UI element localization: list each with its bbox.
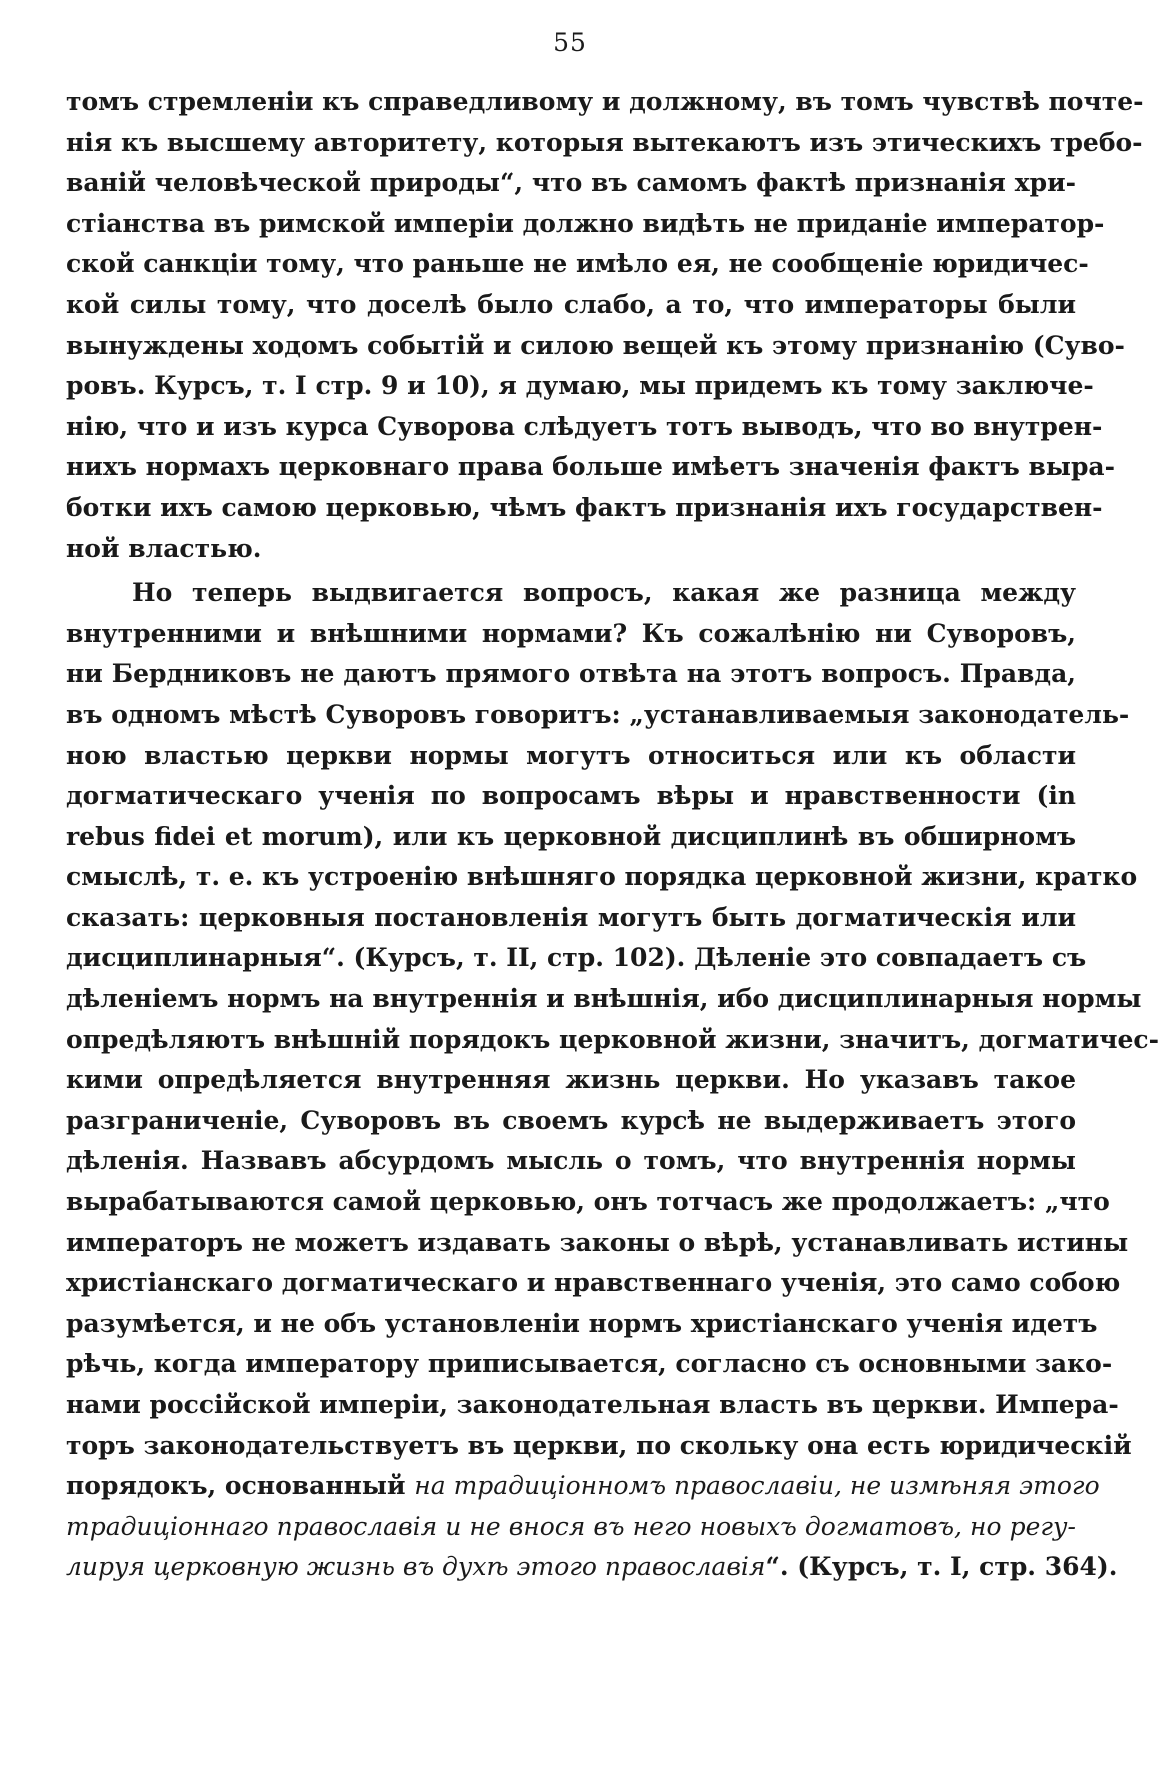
text-line: ной властью. [66, 533, 262, 563]
text-line: кими опредѣляется внутренняя жизнь церкви. Но указавъ такое [66, 1065, 1076, 1095]
text-line: въ одномъ мѣстѣ Суворовъ говоритъ: „устанавливаемыя законодатель- [66, 699, 1130, 729]
text-line: кой силы тому, что доселѣ было слабо, а то, что императоры были [66, 289, 1076, 319]
text-line: внутренними и внѣшними нормами? Къ сожалѣнію ни Суворовъ, [66, 618, 1076, 648]
text-line: смыслѣ, т. е. къ устроенію внѣшняго порядка церковной жизни, кратко [66, 862, 1138, 892]
plain-text: порядокъ, основанный [66, 1471, 415, 1501]
text-line: рѣчь, когда императору приписывается, согласно съ основными зако- [66, 1349, 1113, 1379]
text-line: ни Бердниковъ не даютъ прямого отвѣта на этотъ вопросъ. Правда, [66, 659, 1076, 689]
paragraph-2 [66, 573, 1159, 1588]
text-line: сказать: церковныя постановленія могутъ быть догматическія или [66, 902, 1076, 932]
text-line: дѣленія. Назвавъ абсурдомъ мысль о томъ, что внутреннія нормы [66, 1146, 1076, 1176]
text-line: томъ стремленіи къ справедливому и должному, въ томъ чувствѣ почте- [66, 87, 1144, 116]
text-line: нами россійской имперіи, законодательная власть въ церкви. Импера- [66, 1390, 1119, 1419]
text-line-closing [66, 1547, 1118, 1588]
text-line: ровъ. Курсъ, т. I стр. 9 и 10), я думаю, мы придемъ къ тому заключе- [66, 371, 1094, 401]
italic-quote: лируя церковную жизнь въ духѣ этого православія [66, 1552, 766, 1582]
italic-quote: на традиціонномъ православіи, не измѣняя этого [414, 1471, 1100, 1501]
citation: “. (Курсъ, т. I, стр. 364). [765, 1552, 1118, 1582]
text-line: нихъ нормахъ церковнаго права больше имѣетъ значенія фактъ выра- [66, 452, 1115, 482]
text-line: ботки ихъ самою церковью, чѣмъ фактъ признанія ихъ государствен- [66, 492, 1103, 522]
text-line-mixed [66, 1466, 1100, 1507]
text-line: дисциплинарныя“. (Курсъ, т. II, стр. 102). Дѣленіе это совпадаетъ съ [66, 943, 1087, 973]
text-line: ваній человѣческой природы“, что въ самомъ фактѣ признанія хри- [66, 168, 1076, 198]
text-line: нія къ высшему авторитету, которыя вытекаютъ изъ этическихъ требо- [66, 127, 1143, 157]
text-line: ской санкціи тому, что раньше не имѣло ея, не сообщеніе юридичес- [66, 249, 1089, 279]
text-line: стіанства въ римской имперіи должно видѣть не приданіе император- [66, 208, 1105, 238]
text-line: догматическаго ученія по вопросамъ вѣры и нравственности (in [66, 781, 1076, 811]
text-line: императоръ не можетъ издавать законы о вѣрѣ, устанавливать истины [66, 1227, 1129, 1257]
italic-quote-line: традиціоннаго православія и не внося въ него новыхъ догматовъ, но регу- [66, 1511, 1076, 1541]
text-line: вынуждены ходомъ событій и силою вещей къ этому признанію (Суво- [66, 330, 1125, 360]
text-line: нію, что и изъ курса Суворова слѣдуетъ тотъ выводъ, что во внутрен- [66, 411, 1103, 441]
text-line: христіанскаго догматическаго и нравственнаго ученія, это само собою [66, 1268, 1121, 1298]
text-line: Но теперь выдвигается вопросъ, какая же разница между [132, 578, 1076, 608]
text-line: торъ законодательствуетъ въ церкви, по скольку она есть юридическій [66, 1430, 1132, 1460]
text-line: rebus fidei et morum), или къ церковной дисциплинѣ въ обширномъ [66, 821, 1076, 851]
text-line: разграниченіе, Суворовъ въ своемъ курсѣ не выдерживаетъ этого [66, 1105, 1076, 1135]
text-line: ною властью церкви нормы могутъ относиться или къ области [66, 740, 1076, 770]
text-line: дѣленіемъ нормъ на внутреннія и внѣшнія, ибо дисциплинарныя нормы [66, 984, 1142, 1014]
paragraph-1 [66, 82, 1144, 569]
text-line: разумѣется, и не объ установленіи нормъ христіанскаго ученія идетъ [66, 1308, 1098, 1338]
text-line: опредѣляютъ внѣшній порядокъ церковной жизни, значитъ, догматичес- [66, 1024, 1159, 1054]
page-number: 55 [553, 28, 587, 57]
body-text [66, 82, 1159, 1588]
text-line: вырабатываются самой церковью, онъ тотчасъ же продолжаетъ: „что [66, 1187, 1110, 1217]
